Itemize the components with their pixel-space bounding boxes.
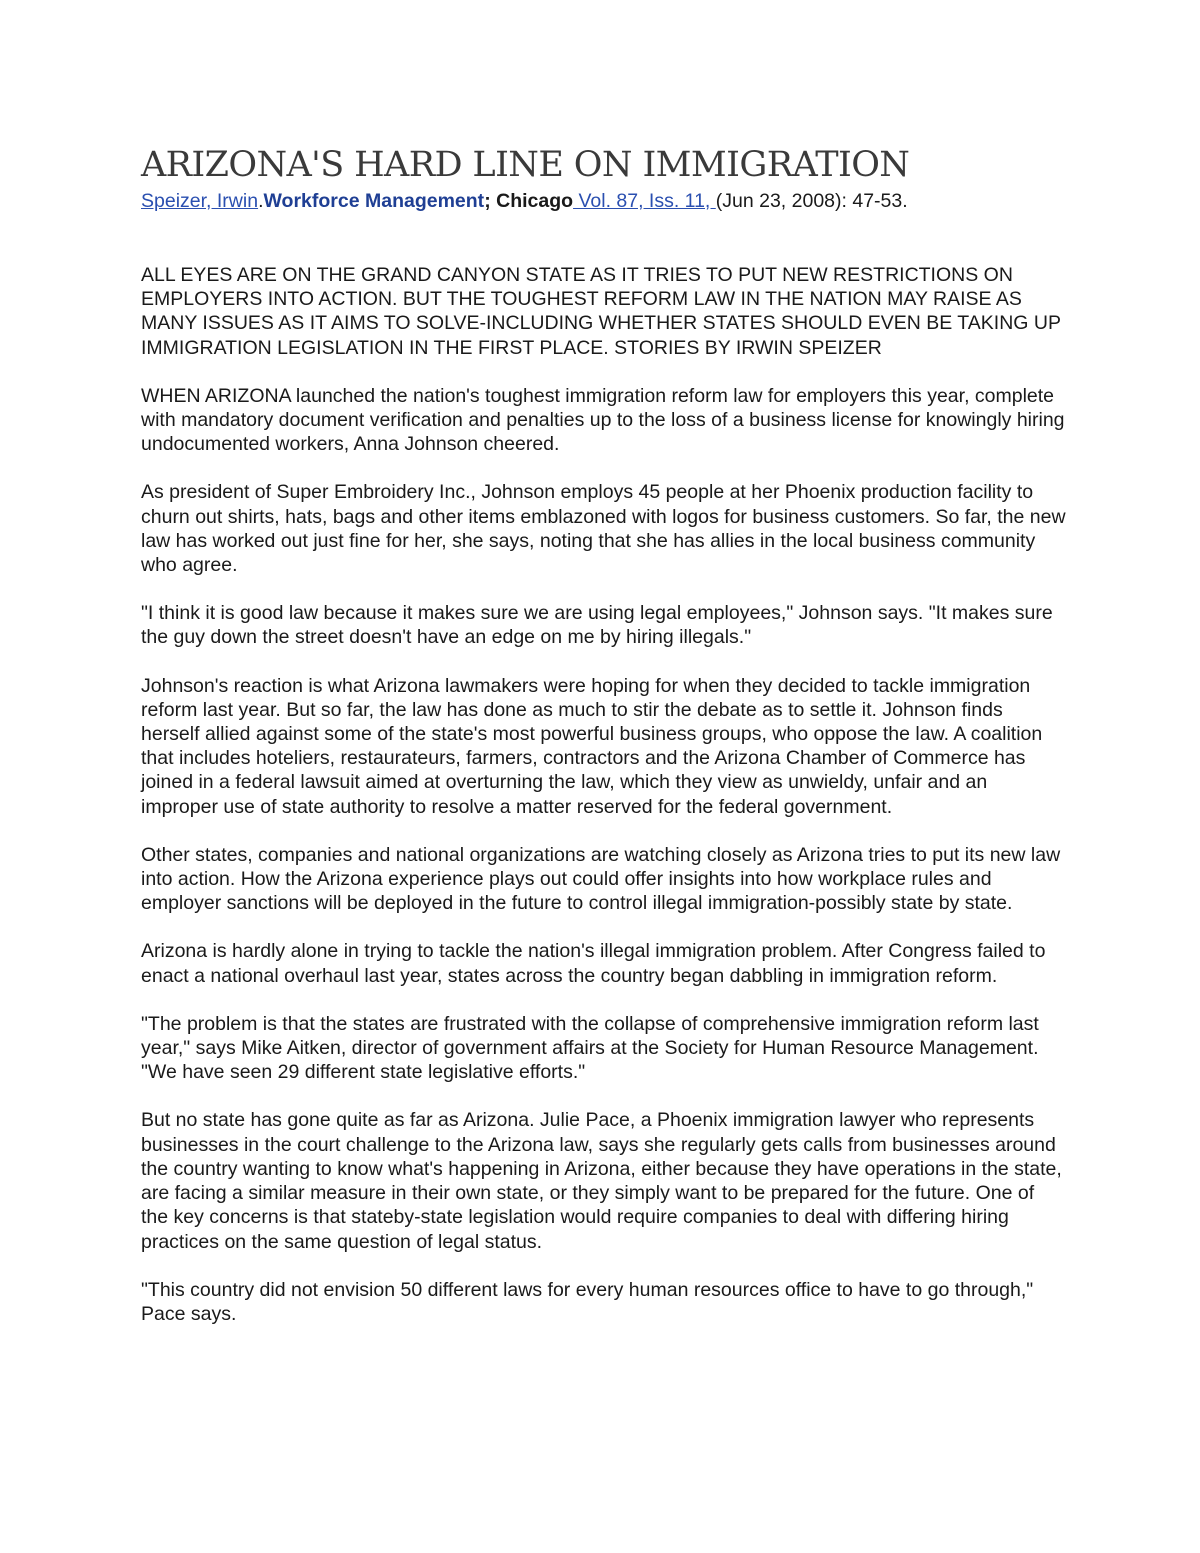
author-link[interactable]: Speizer, Irwin [141, 190, 259, 212]
paragraph-6: Arizona is hardly alone in trying to tackle the nation's illegal immigration problem. After Congress failed to enact a national overhaul last year, states across the country began dabbling in immigration reform. [141, 940, 1046, 987]
document-page [141, 145, 1066, 1326]
paragraph-7: "The problem is that the states are frustrated with the collapse of comprehensive immigration reform last year," says Mike Aitken, director of government affairs at the Society for Human Resource Management. "We have seen 29 different state legislative efforts." [141, 1012, 1039, 1084]
paragraph-8: But no state has gone quite as far as Arizona. Julie Pace, a Phoenix immigration lawyer who represents businesses in the court challenge to the Arizona law, says she regularly gets calls from businesses around the country wanting to know what's happening in Arizona, either because they have operations in the state, are facing a similar measure in their own state, or they simply want to be prepared for the future. One of the key concerns is that stateby-state legislation would require companies to deal with differing hiring practices on the same question of legal status. [141, 1109, 1062, 1253]
paragraph-1: WHEN ARIZONA launched the nation's toughest immigration reform law for employers this year, complete with mandatory document verification and penalties up to the loss of a business license for knowingly hiring undocumented workers, Anna Johnson cheered. [141, 384, 1065, 456]
journal-name: Workforce Management [263, 190, 485, 212]
paragraph-9: "This country did not envision 50 different laws for every human resources office to have to go through," Pace says. [141, 1278, 1034, 1325]
journal-separator: ; [484, 190, 497, 212]
paragraph-4: Johnson's reaction is what Arizona lawmakers were hoping for when they decided to tackle immigration reform last year. But so far, the law has done as much to stir the debate as to settle it. Johnson finds herself allied against some of the state's most powerful business groups, who oppose the law. A coalition that includes hoteliers, restaurateurs, farmers, contractors and the Arizona Chamber of Commerce has joined in a federal lawsuit aimed at overturning the law, which they view as unwieldy, unfair and an improper use of state authority to resolve a matter reserved for the federal government. [141, 674, 1043, 818]
article-title: ARIZONA'S HARD LINE ON IMMIGRATION [141, 145, 910, 185]
paragraph-5: Other states, companies and national organizations are watching closely as Arizona tries to put its new law into action. How the Arizona experience plays out could offer insights into how workplace rules and employer sanctions will be deployed in the future to control illegal immigration-possibly state by state. [141, 843, 1061, 915]
author-separator: . [258, 190, 264, 212]
journal-place: Chicago [496, 190, 574, 212]
article-body [141, 384, 1066, 1326]
article-citation [141, 189, 1066, 213]
date-pages: (Jun 23, 2008): 47-53. [715, 190, 908, 212]
article-lede: ALL EYES ARE ON THE GRAND CANYON STATE AS IT TRIES TO PUT NEW RESTRICTIONS ON EMPLOYERS INTO ACTION. BUT THE TOUGHEST REFORM LAW IN THE NATION MAY RAISE AS MANY ISSUES AS IT AIMS TO SOLVE-INCLUDING WHETHER STATES SHOULD EVEN BE TAKING UP IMMIGRATION LEGISLATION IN THE FIRST PLACE. STORIES BY IRWIN SPEIZER [141, 264, 1061, 359]
paragraph-2: As president of Super Embroidery Inc., Johnson employs 45 people at her Phoenix production facility to churn out shirts, hats, bags and other items emblazoned with logos for business customers. So far, the new law has worked out just fine for her, she says, noting that she has allies in the local business community who agree. [141, 481, 1066, 577]
paragraph-3: "I think it is good law because it makes sure we are using legal employees," Johnson says. "It makes sure the guy down the street doesn't have an edge on me by hiring illegals." [141, 602, 1053, 649]
volume-issue-link[interactable]: Vol. 87, Iss. 11, [573, 190, 716, 212]
